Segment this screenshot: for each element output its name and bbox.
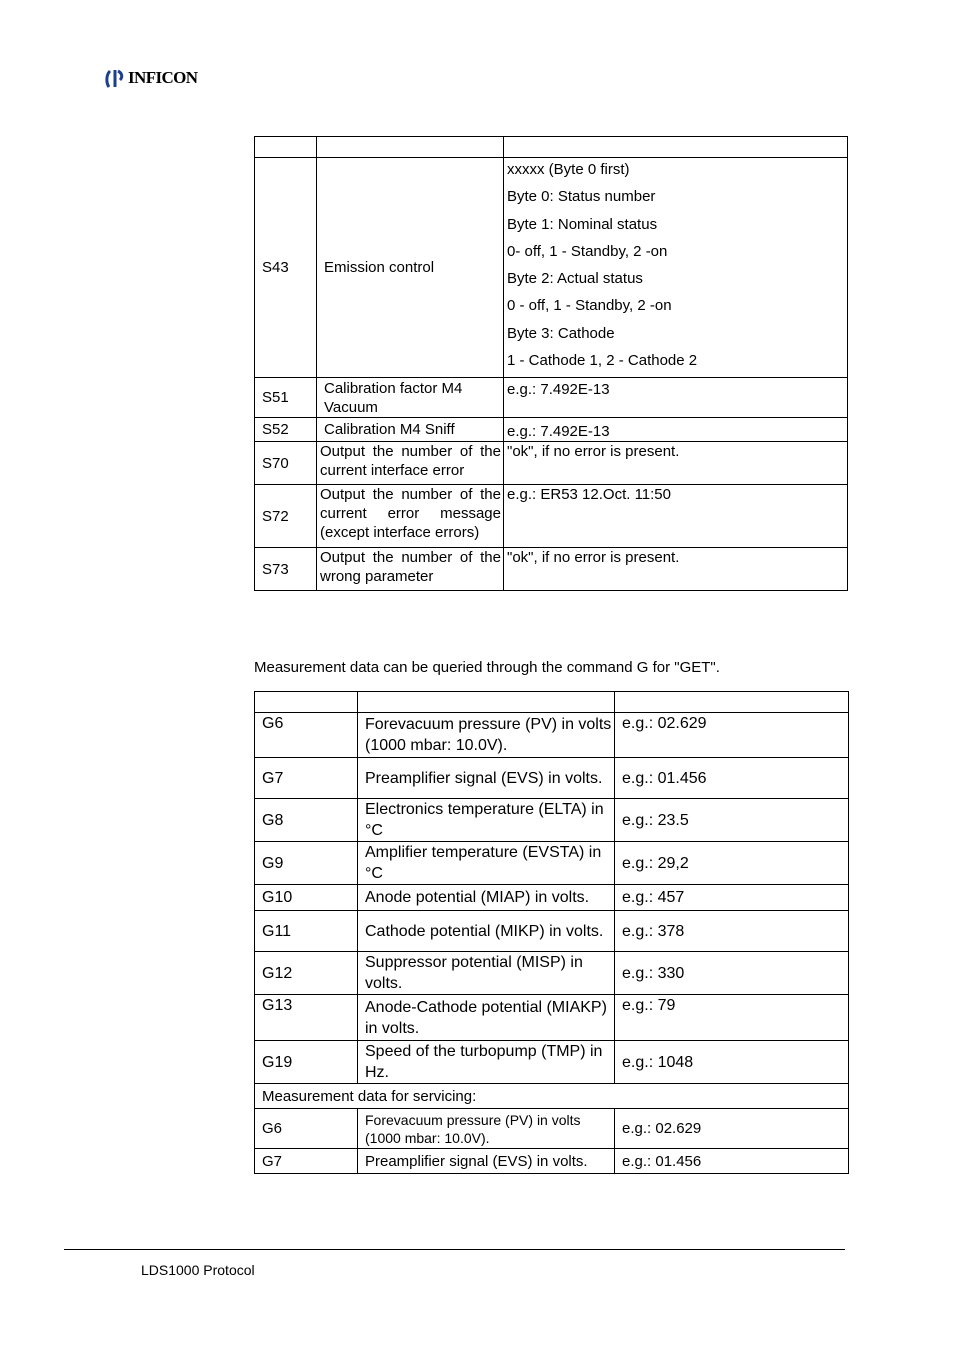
command-cell: G6 [255,1109,358,1149]
detail-line: Byte 1: Nominal status [507,215,658,233]
value-cell: e.g.: 02.629 [615,1109,849,1149]
footer-divider [64,1249,845,1250]
command-cell: G11 [255,911,358,952]
command-cell: G12 [255,952,358,995]
table-row [255,713,849,758]
description-cell: Amplifier temperature (EVSTA) in °C [358,842,615,885]
command-cell: S51 [255,378,317,418]
table-header-row [255,692,849,713]
value-cell: e.g.: 457 [615,885,849,911]
table-row [255,1149,849,1174]
value-cell: e.g.: 378 [615,911,849,952]
description-cell: Suppressor potential (MISP) in volts. [358,952,615,995]
table-row [255,952,849,995]
detail-cell: "ok", if no error is present. [504,548,848,591]
inficon-logo [104,66,197,90]
command-cell: G9 [255,842,358,885]
footer-text: LDS1000 Protocol [141,1262,255,1278]
command-cell: G7 [255,1149,358,1174]
detail-line: 1 - Cathode 1, 2 - Cathode 2 [507,352,698,370]
description-cell: Anode-Cathode potential (MIAKP) in volts. [358,995,615,1041]
description-cell: Emission control [317,158,504,378]
table-row [255,418,848,442]
description-cell: Speed of the turbopump (TMP) in Hz. [358,1041,615,1084]
value-cell: e.g.: 79 [615,995,849,1041]
command-cell: G13 [255,995,358,1041]
command-cell: G19 [255,1041,358,1084]
detail-line: Byte 3: Cathode [507,324,615,342]
servicing-label-row [255,1084,849,1109]
detail-line: 0 - off, 1 - Standby, 2 -on [507,297,672,315]
detail-line: Byte 0: Status number [507,188,656,206]
table-row [255,485,848,548]
value-cell: e.g.: 01.456 [615,758,849,799]
description-cell: Output the number of the current interface error [317,442,504,485]
table-row [255,842,849,885]
detail-line: 0- off, 1 - Standby, 2 -on [507,242,668,260]
inficon-logo-icon [104,67,126,89]
detail-line: xxxxx (Byte 0 first) [507,161,630,178]
table-header-row [255,137,848,158]
table-row [255,1109,849,1149]
table-row [255,1041,849,1084]
command-cell: G7 [255,758,358,799]
value-cell: e.g.: 01.456 [615,1149,849,1174]
description-cell: Calibration M4 Sniff [317,418,504,442]
detail-cell [504,158,848,378]
value-cell: e.g.: 02.629 [615,713,849,758]
detail-line: Byte 2: Actual status [507,270,643,288]
description-cell: Cathode potential (MIKP) in volts. [358,911,615,952]
intro-text: Measurement data can be queried through the command G for "GET". [254,659,720,676]
description-line: Calibration factor M4 [324,379,463,397]
command-cell: G6 [255,713,358,758]
measurement-table [254,691,849,1174]
table-row [255,378,848,418]
value-cell: e.g.: 330 [615,952,849,995]
detail-cell: e.g.: ER53 12.Oct. 11:50 [504,485,848,548]
description-cell: Output the number of the current error message (except interface errors) [317,485,504,548]
command-cell: S73 [255,548,317,591]
description-cell: Output the number of the wrong parameter [317,548,504,591]
table-row [255,995,849,1041]
table-row [255,158,848,378]
description-cell: Preamplifier signal (EVS) in volts. [358,758,615,799]
table-row [255,758,849,799]
logo-text: INFICON [128,68,198,87]
table-row [255,911,849,952]
command-cell: S72 [255,485,317,548]
servicing-label: Measurement data for servicing: [255,1084,849,1109]
description-cell: Forevacuum pressure (PV) in volts (1000 mbar: 10.0V). [358,1109,615,1149]
description-cell: Electronics temperature (ELTA) in °C [358,799,615,842]
table-row [255,885,849,911]
value-cell: e.g.: 1048 [615,1041,849,1084]
value-cell: e.g.: 23.5 [615,799,849,842]
command-cell: S52 [255,418,317,442]
command-cell: G8 [255,799,358,842]
description-cell: Anode potential (MIAP) in volts. [358,885,615,911]
description-cell [317,378,504,418]
detail-cell: "ok", if no error is present. [504,442,848,485]
table-row [255,548,848,591]
table-row [255,442,848,485]
detail-cell: e.g.: 7.492E-13 [504,378,848,418]
command-cell: S43 [255,158,317,378]
detail-cell: e.g.: 7.492E-13 [504,418,848,442]
settings-table [254,136,848,591]
description-cell: Preamplifier signal (EVS) in volts. [358,1149,615,1174]
description-line: Vacuum [324,398,378,416]
command-cell: S70 [255,442,317,485]
value-cell: e.g.: 29,2 [615,842,849,885]
description-cell: Forevacuum pressure (PV) in volts (1000 mbar: 10.0V). [358,713,615,758]
command-cell: G10 [255,885,358,911]
table-row [255,799,849,842]
